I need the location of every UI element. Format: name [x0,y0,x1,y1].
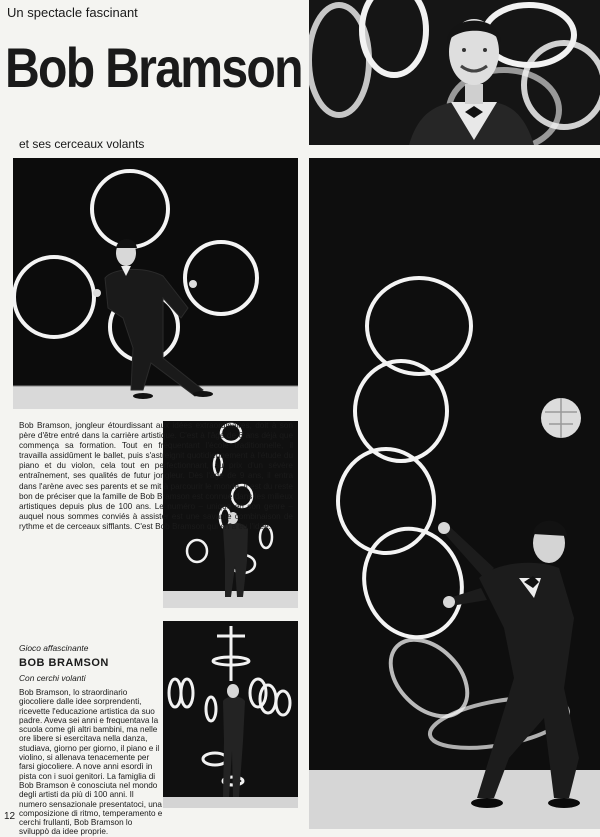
juggler-spinning-hoops-illustration [163,621,298,808]
page-number: 12 [4,811,16,822]
juggler-photo-hoops [13,158,298,409]
article-body-italian: Bob Bramson, lo straordinario giocoliere dalle idee sorprendenti, ricevette l'educazione artistica da suo padre. Aveva sei anni e frequentava la scuola come gli altri bambini, ma nelle ore libere si esercitava nella danza, studiava, giorno per giorno, il piano e il violino, si allenava tenacemente per farsi giocoliere. A nove anni esordì in pista con i suoi genitori. La famiglia di Bob Bramson è conosciuta nel mondo degli artisti da più di 100 anni. Il numero sensazionale presentatoci, una composizione di ritmo, temperamento e cerchi frullanti, Bob Bramson lo sviluppò da idee proprie. [19,688,163,837]
portrait-photo [309,0,600,145]
article-title: Bob Bramson [5,36,302,99]
juggler-photo-spinning-hoops [163,621,298,808]
juggler-photo-tall [309,158,600,829]
article-kicker: Un spectacle fascinant [7,5,138,20]
article-body-french: Bob Bramson, jongleur étourdissant aux idées extraordinaires, doit à son père d'être entré dans la carrière artistique. C'est à l'âge de 6 ans déjà que commença sa formation. Tout en fréquentant l'école traditionnelle, il travailla assidûment le ballet, puis s'astreignit quotidiennement à l'étude du piano et du violon, cela tout en perfectionnant, au prix d'un sévère entraînement, ses qualités de futur jongleur. Dès l'âge de 9 ans, il entra dans l'arène avec ses parents et se mit à parcourir le monde. Il est du reste bon de préciser que la famille de Bob Bramson est connue dans les milieux artistiques depuis plus de 100 ans. Le numéro – unique en son genre – auquel nous sommes conviés à assister est une savante combinaison de rythme et de cerceaux sifflants. C'est Bob Bramson qui en a eu l'idée. [19,421,293,531]
italian-subtitle: Con cerchi volanti [19,673,86,683]
juggler-tall-illustration [309,158,600,829]
portrait-illustration [309,0,600,145]
article-subtitle: et ses cerceaux volants [19,137,145,151]
italian-title: BOB BRAMSON [19,657,109,669]
juggler-hoops-illustration [13,158,298,409]
italian-kicker: Gioco affascinante [19,643,89,653]
